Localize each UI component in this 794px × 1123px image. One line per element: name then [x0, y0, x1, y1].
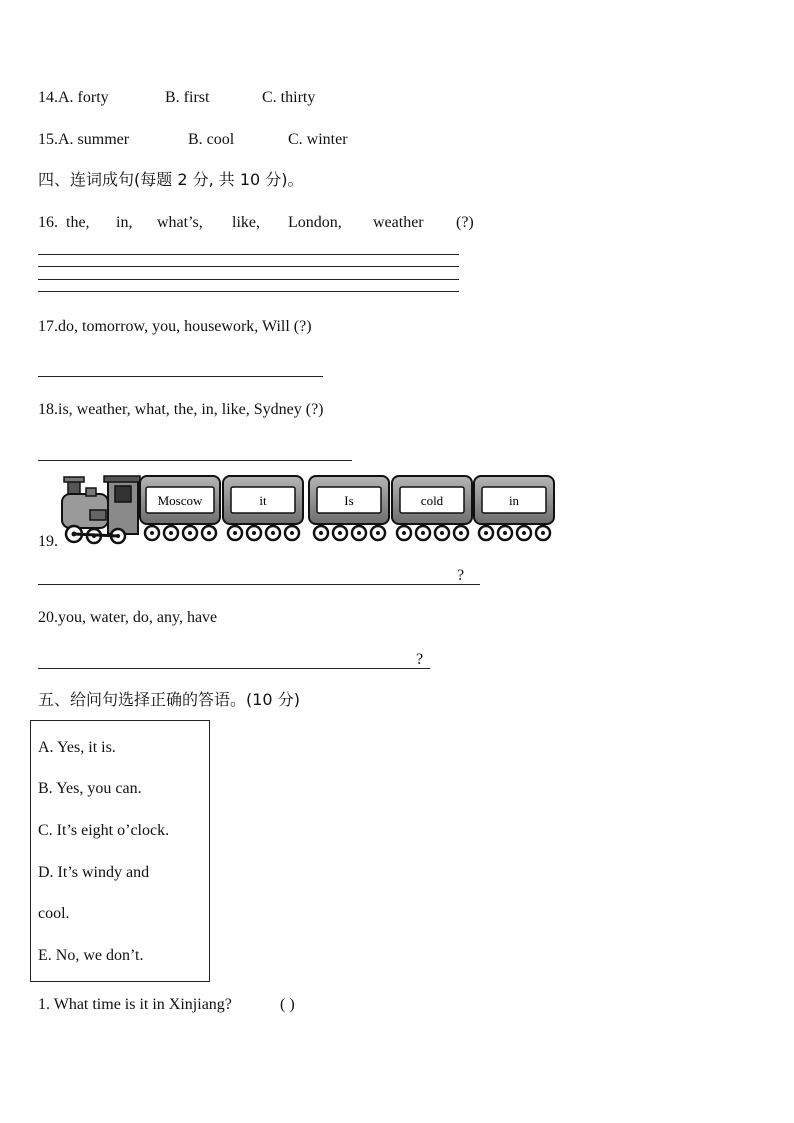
answer-option-e: E. No, we don’t.: [38, 947, 144, 964]
q16-word-7: (?): [456, 214, 474, 231]
answer-option-b: B. Yes, you can.: [38, 780, 142, 797]
q15-option-b: B. cool: [188, 131, 235, 148]
q16-word-5: London,: [288, 214, 342, 231]
writing-line-3: [38, 279, 459, 280]
train-car-2: [223, 476, 303, 540]
q15-number: 15.: [38, 131, 58, 148]
q14-option-a: A. forty: [58, 89, 109, 106]
q1-text: 1. What time is it in Xinjiang?: [38, 996, 232, 1013]
section5-heading: 五、给问句选择正确的答语。(10 分): [38, 690, 300, 709]
q19-question-mark: ?: [457, 567, 465, 584]
q1-answer-parentheses[interactable]: ( ): [280, 996, 295, 1013]
car-4-label: cold: [420, 493, 444, 508]
q17-text: 17.do, tomorrow, you, housework, Will (?): [38, 318, 312, 335]
train-car-5: [474, 476, 554, 540]
answer-option-c: C. It’s eight o’clock.: [38, 822, 170, 839]
q15-option-c: C. winter: [288, 131, 348, 148]
q16-word-1: the,: [66, 214, 90, 231]
train-illustration: [60, 474, 560, 548]
section4-heading: 四、连词成句(每题 2 分, 共 10 分)。: [38, 170, 304, 189]
writing-line-4: [38, 291, 459, 292]
train-car-3: [309, 476, 389, 540]
q20-answer-line: [38, 668, 430, 669]
answer-options-box: [30, 720, 210, 982]
q20-text: 20.you, water, do, any, have: [38, 609, 218, 626]
q16-number: 16.: [38, 214, 58, 231]
answer-option-d: D. It’s windy and: [38, 864, 150, 881]
car-5-label: in: [508, 493, 520, 508]
q14-option-c: C. thirty: [262, 89, 316, 106]
writing-line-1: [38, 254, 459, 255]
locomotive-icon: [62, 476, 140, 543]
train-car-4: [392, 476, 472, 540]
car-1-label: Moscow: [157, 493, 203, 508]
car-3-label: Is: [344, 493, 354, 508]
q18-answer-line: [38, 460, 352, 461]
q14-number: 14.: [38, 89, 58, 106]
train-car-1: [140, 476, 220, 540]
answer-option-d-continued: cool.: [38, 905, 70, 922]
q15-option-a: A. summer: [58, 131, 130, 148]
q19-number: 19.: [38, 533, 58, 550]
q15-row: [38, 130, 129, 150]
q16-word-2: in,: [116, 214, 133, 231]
answer-option-a: A. Yes, it is.: [38, 739, 116, 756]
q18-text: 18.is, weather, what, the, in, like, Sydney (?): [38, 401, 324, 418]
q14-row: [38, 88, 109, 108]
q16-word-4: like,: [232, 214, 260, 231]
q20-question-mark: ?: [416, 651, 424, 668]
car-2-label: it: [259, 493, 267, 508]
writing-line-2: [38, 266, 459, 267]
q17-answer-line: [38, 376, 323, 377]
q14-option-b: B. first: [165, 89, 210, 106]
q19-answer-line: [38, 584, 480, 585]
q16-word-3: what’s,: [157, 214, 203, 231]
q16-word-6: weather: [373, 214, 424, 231]
